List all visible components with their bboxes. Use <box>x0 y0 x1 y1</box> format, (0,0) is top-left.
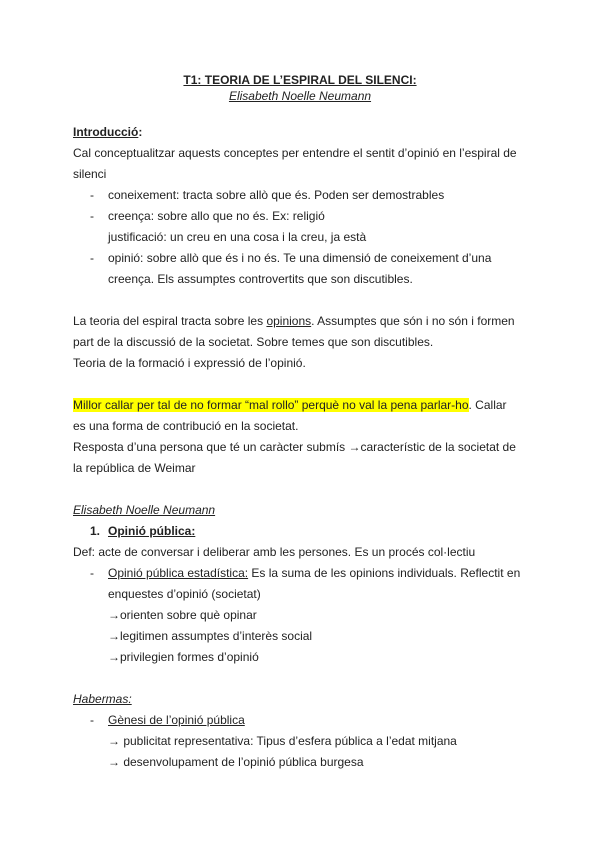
theory-line-1 <box>73 314 515 329</box>
intro-heading: Introducció <box>73 125 139 139</box>
silence-line-2: es una forma de contribució en la societat. <box>73 419 299 433</box>
arrow-item-legitimen: →legitimen assumptes d’interès social <box>108 629 313 643</box>
silence-line-4: la república de Weimar <box>73 461 196 475</box>
bullet-dash: - <box>90 713 94 727</box>
arrow-item-publicitat: → publicitat representativa: Tipus d’esfera pública a l’edat mitjana <box>108 734 457 748</box>
bullet-opinio-line-2: creença. Els assumptes controvertits que son discutibles. <box>108 272 413 286</box>
theory-line-2: part de la discussió de la societat. Sobre temes que son discutibles. <box>73 335 434 349</box>
bullet-opinio-line-1: opinió: sobre allò que és i no és. Te una dimensió de coneixement d’una <box>108 251 492 265</box>
stat-bullet-line-1 <box>108 566 520 581</box>
theory-text: . Assumptes que són i no són i formen <box>311 314 515 328</box>
arrow-item-privilegien: →privilegien formes d’opinió <box>108 650 259 664</box>
stat-bullet-line-2: enquestes d’opinió (societat) <box>108 587 261 601</box>
document-title: T1: TEORIA DE L’ESPIRAL DEL SILENCI: <box>183 73 417 87</box>
stat-label: Opinió pública estadística: <box>108 566 249 580</box>
silence-line-1 <box>73 398 507 413</box>
theory-text: La teoria del espiral tracta sobre les <box>73 314 267 328</box>
bullet-dash: - <box>90 209 94 223</box>
theory-line-3: Teoria de la formació i expressió de l’opinió. <box>73 356 306 370</box>
list-number: 1. <box>90 524 101 538</box>
arrow-item-desenvolupament: → desenvolupament de l’opinió pública burgesa <box>108 755 364 769</box>
intro-paragraph-line-2: silenci <box>73 167 107 181</box>
arrow-item-orienten: →orienten sobre què opinar <box>108 608 257 622</box>
definition-line: Def: acte de conversar i deliberar amb les persones. Es un procés col·lectiu <box>73 545 476 559</box>
bullet-coneixement: coneixement: tracta sobre allò que és. Poden ser demostrables <box>108 188 445 202</box>
bullet-dash: - <box>90 566 94 580</box>
silence-text: . Callar <box>468 398 507 412</box>
opinions-underlined: opinions <box>266 314 312 328</box>
habermas-heading: Habermas: <box>73 692 132 706</box>
opinio-publica-heading: Opinió pública: <box>108 524 196 538</box>
intro-heading-colon: : <box>138 125 143 139</box>
document-author: Elisabeth Noelle Neumann <box>228 89 372 103</box>
bullet-dash: - <box>90 251 94 265</box>
silence-line-3: Resposta d’una persona que té un caràcter submís →característic de la societat de <box>73 440 516 454</box>
stat-text: Es la suma de les opinions individuals. Reflectit en <box>248 566 521 580</box>
genesis-bullet: Gènesi de l’opinió pública <box>108 713 245 727</box>
highlighted-text: Millor callar per tal de no formar “mal rollo” perquè no val la pena parlar-ho <box>73 398 469 412</box>
bullet-justificacio: justificació: un creu en una cosa i la creu, ja està <box>108 230 367 244</box>
bullet-creenca: creença: sobre allo que no és. Ex: religió <box>108 209 325 223</box>
section2-author: Elisabeth Noelle Neumann <box>73 503 216 517</box>
intro-heading-line <box>73 125 142 140</box>
bullet-dash: - <box>90 188 94 202</box>
intro-paragraph-line-1: Cal conceptualitzar aquests conceptes per entendre el sentit d’opinió en l’espiral de <box>73 146 517 160</box>
